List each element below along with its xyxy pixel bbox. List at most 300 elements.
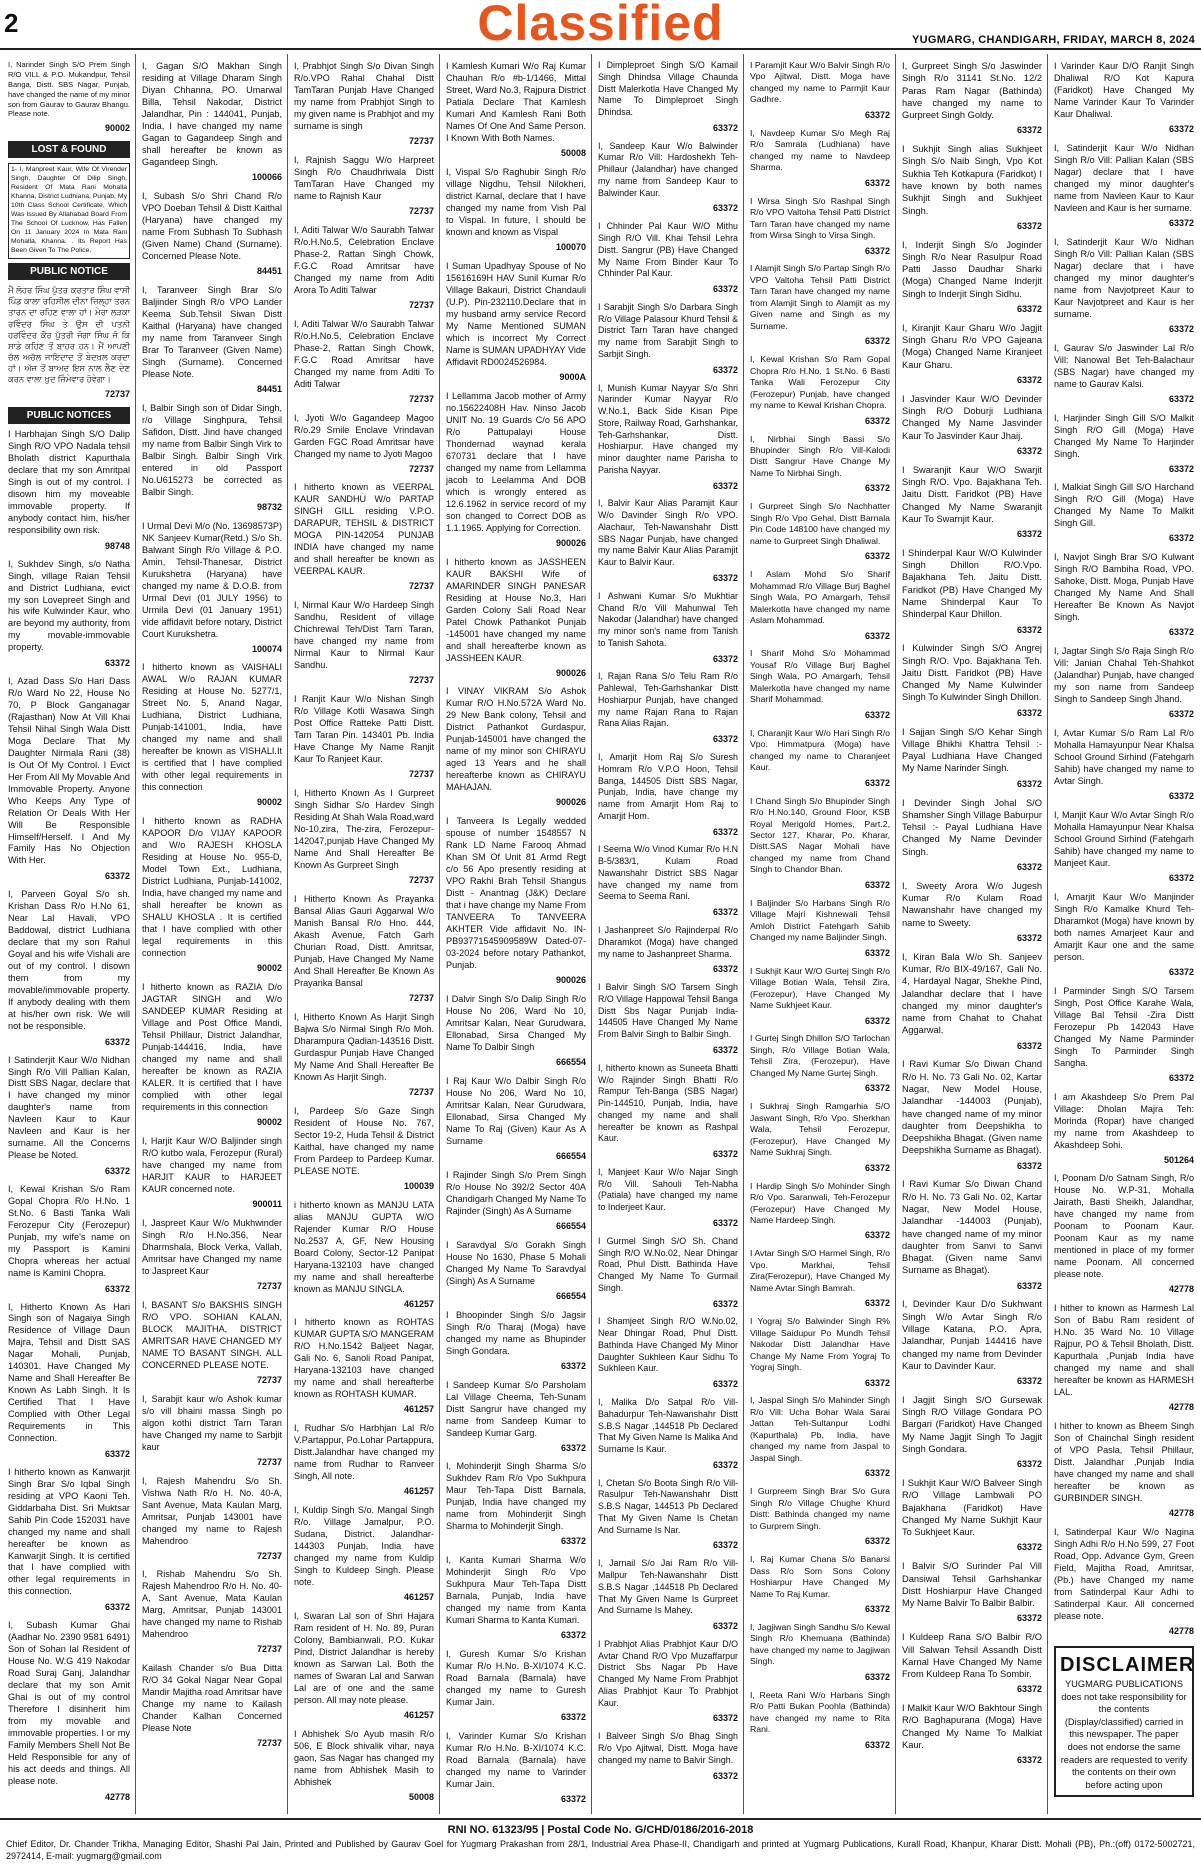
classified-ad-text: I, hitherto known as Suneeta Bhatti W/o Rajinder Singh Bhatti R/o Rampur Teh-Banga (SBS Nagar) Pin-144510, Punjab, India, have changed my name and shall hereafter be known as Rashpal Kaur. (598, 1062, 738, 1144)
classified-ad-text: I, Reeta Rani W/o Harbans Singh R/o Patti Bukan Poohla (Bathinda) have changed my name to Rita Rani. (750, 1689, 890, 1735)
ad-code: 72737 (256, 1280, 282, 1291)
ad-code: 501264 (1163, 1154, 1194, 1165)
classified-ad-text: I, Rishab Mahendru S/o Sh. Rajesh Mahendroo R/o H. No. 40-A, Sant Avenue, Mata Kaulan Marg, Amritsar, Punjab 143001 have changed my name to Rishab Mahendroo (142, 1569, 282, 1640)
ad-code: 90002 (256, 1117, 282, 1128)
ad-code: 63372 (712, 1770, 738, 1781)
classified-ad-text: I, Satinderjit Kaur W/o Nidhan Singh R/o Vill: Pallian Kalan (SBS Nagar) declare that I have changed my minor daughter's name from Navleen Kaur to Kaur Navleen and Kaur is her surname. (1054, 142, 1194, 213)
classified-ad-text: I Chhinder Pal Kaur W/O Mithu Singh R/O Vill. Khai Tehsil Lehra Distt. Sangrur (PB) Have Changed My Name From Binder Kaur To Chhinder Pal Kaur. (598, 221, 738, 279)
ad-code: 63372 (712, 1044, 738, 1055)
classified-ad-text: I Sajjan Singh S/O Kehar Singh Village Bhikhi Khattra Tehsil :- Payal Ludhiana Have Changed My Name Narinder Singh. (902, 726, 1042, 774)
ad-code: 63372 (1168, 709, 1194, 720)
classified-ad-text: I Chand Singh S/o Bhupinder Singh R/o H.No.140, Ground Floor, KSB Royal Merigold Homes, Part.2, Sector 127, Kharar, Po. Kharar, Distt.SAS Nagar Mohali have changed my name from Chand Singh to Chandor Bhan. (750, 795, 890, 875)
ad-code: 63372 (1168, 1072, 1194, 1083)
ad-code: 63372 (1016, 125, 1042, 136)
print-line: Chief Editor, Dr. Chander Trikha, Managing Editor, Shashi Pal Jain, Printed and Published by Gaurav Goel for Yugmarg Prakashan from 28/1, Industrial Area Phase-II, Chandigarh and printed at Yugmarg Publications, Kurall Road, Khanpur, Kharar Distt. Mohali (PB), Ph.:(off) 0172-5002721, 2972414, E-mail: yugmarg@gmail.com (6, 1839, 1195, 1861)
classified-ad-text: I, Sweety Arora W/o Jugesh Kumar R/o Kulam Road Nawanshahr have changed my name to Sweety. (902, 880, 1042, 928)
ad-code: 72737 (408, 136, 434, 146)
ad-code: 666554 (555, 1290, 586, 1301)
classified-ad-text: I Jashanpreet S/o Rajinderpal R/o Dharamkot (Moga) have changed my name to Jashanpreet Sharma. (598, 925, 738, 959)
ad-code: 666554 (555, 1220, 586, 1231)
ad-code: 50008 (408, 1791, 434, 1802)
ad-code: 63372 (560, 1442, 586, 1453)
ad-code: 98748 (104, 540, 130, 551)
ad-code: 63372 (104, 1283, 130, 1294)
classified-ad-text: I, Kiranjit Kaur Gharu W/o Jagjit Singh Gharu R/o VPO Gajeana (Moga) Changed Name Kiranjeet Kaur Gharu. (902, 322, 1042, 370)
ad-code: 42778 (1168, 1626, 1194, 1636)
ad-code: 63372 (1016, 1040, 1042, 1051)
classified-ad-text: I Sukhjit Singh alias Sukhjeet Singh S/o Naib Singh, Vpo Kot Sukhia Teh Kotkapura (Faridkot) I have known by both names Sukhjit Singh and Sukhjeet Singh. (902, 144, 1042, 216)
ad-code: 42778 (1168, 1284, 1194, 1295)
ad-code: 63372 (864, 947, 890, 958)
ad-code: 63372 (1168, 393, 1194, 404)
ad-code: 63372 (712, 1713, 738, 1724)
classified-ad-text: I, Malkiat Singh Gill S/O Harchand Singh R/O Gill (Moga) Have Changed My Name To Malkit Singh Gill. (1054, 482, 1194, 529)
rni-line: RNI NO. 61323/95 | Postal Code No. G/CHD/0186/2016-2018 (447, 1824, 754, 1836)
classified-ad-text: I Sharif Mohd S/o Mohammad Yousaf R/o Village Burj Baghel Singh Wala, PO Amargarh, Tehsil Malerkotla have changed my name Sharif Mohammad. (750, 648, 890, 705)
classified-ad-text: I, Harjit Kaur W/O Baljinder singh R/O kutbo wala, Ferozepur (Rural) have changed my name from HARJIT KAUR to HARJEET KAUR concerned note. (142, 1136, 282, 1194)
classified-ad-text: I, Charanjit Kaur W/o Hari Singh R/o Vpo. Himmatpura (Moga) have changed my name to Charanjeet Kaur. (750, 727, 890, 773)
ad-code: 63372 (712, 364, 738, 375)
classified-ad-text: I Ravi Kumar S/o Diwan Chand R/o H. No. 73 Gali No. 02, Kartar Nagar, New Model House, Jalandhar -144003 (Punjab), have changed name of my minor daughter from Sanvi to Sanvi Bhagat. (Given name Sanvi Surname as Bhagat). (902, 1179, 1042, 1276)
ad-code: 666554 (555, 1057, 586, 1068)
classified-ad-text: I, Jagtar Singh S/o Raja Singh R/o Vill: Janian Chahal Teh-Shahkot (Jalandhar) Punjab, have changed my son name from Sandeep Singh to Sandeep Singh Jhand. (1054, 646, 1194, 705)
ad-code: 63372 (864, 1739, 890, 1750)
classified-ad-text: I, Satinderpal Kaur W/o Nagina Singh Adhi R/o H.No 599, 27 Foot Road, Opp. Advance Gym, Green Field, Majitha Road, Amritsar, (Pb.) have Changed my name from Satinderpal Kaur Adhi to Satinderpal Kaur. All concerned please note. (1054, 1527, 1194, 1621)
disclaimer-heading: DISCLAIMER (1060, 1653, 1195, 1676)
ad-code: 63372 (864, 630, 890, 641)
ad-code: 72737 (256, 1374, 282, 1385)
ad-code: 63372 (1016, 1280, 1042, 1291)
classified-ad-text: I Aslam Mohd S/o Sharif Mohammad R/o Village Burj Baghel Singh Wala, PO Amargarh, Tehsil Malerkotla have changed my name Aslam Mohammad. (750, 569, 890, 626)
classified-ad-text: I, Kuldip Singh S/o. Mangal Singh R/o. Village Jamalpur, P.O. Sudana, District. Jalandhar-144303 Punjab, India have changed my name from Kuldip Singh to Kuldeep Singh. Please note. (294, 1505, 434, 1588)
ad-code: 63372 (1168, 791, 1194, 801)
ad-code: 63372 (560, 1360, 586, 1371)
ad-code: 63372 (712, 480, 738, 491)
ad-code: 63372 (712, 1379, 738, 1390)
ad-code: 63372 (712, 1621, 738, 1631)
classified-ad-text: I, Nirmal Kaur W/o Hardeep Singh Sandhu, Resident of village Chichrewal Teh/Dist Tarn Taran, have changed my name from Nirmal Kaur to Nirmal Kaur Sandhu. (294, 600, 434, 671)
ad-code: 63372 (712, 964, 738, 975)
classified-ad-text: I, Aditi Talwar W/o Saurabh Talwar R/o.H.No.5, Celebration Enclave Phase-2, Rattan Singh Chowk, F.G.C Road Amritsar have Changed my name from Aditi To Aditi Talwar (294, 318, 434, 389)
ad-code: 84451 (256, 383, 282, 394)
classified-ad-text: I, Nirbhai Singh Bassi S/o Bhupinder Singh R/o Vill-Kalodi Distt Sangrur Have Change My Name To Nirbhai Singh. (750, 433, 890, 478)
classified-ad-text: I hither to known as Harmesh Lal Son of Babu Ram resident of H.No. 35 Ward No. 10 Village Rajpur, PO & Tehsil Bholath, Distt. Kapurthala ,Punjab India have changed my name and shall hereafter be known as HARMESH LAL. (1054, 1303, 1194, 1398)
classified-ad-text: I, Jaspal Singh S/o Mahinder Singh R/o Vill: Ucha Bohar Wala Sarai Jattan Teh-Sultanpur Lodhi (Kapurthala) Pb, India, have changed my name from Jaspal to Jaspal Singh. (750, 1395, 890, 1463)
ad-code: 63372 (1016, 445, 1042, 456)
classified-ad-text: I Varinder Kaur D/O Ranjit Singh Dhaliwal R/O Kot Kapura (Faridkot) Have Changed My Name Varinder Kaur To Varinder Kaur Dhaliwal. (1054, 61, 1194, 119)
column-5 (592, 54, 744, 1814)
ad-code: 72737 (408, 769, 434, 780)
classified-ad-text: I, Gaurav S/o Jaswinder Lal R/o Vill: Nanowal Bet Teh-Balachaur (SBS Nagar) have changed my name to Gaurav Kalsi. (1054, 342, 1194, 389)
ad-code: 63372 (864, 1536, 890, 1547)
classified-ad-text: I, Varinder Kumar S/o Krishan Kumar R/o H.No. B-XI/1074 K.C. Road Barnala (Barnala) have changed my name to Varinder Kumar Jain. (446, 1731, 586, 1789)
ad-code: 72737 (256, 1738, 282, 1749)
ad-code: 666554 (555, 1151, 586, 1161)
classified-ad-text: I, Amarjit Hom Raj S/o Suresh Homram R/o V.P.O Hoon, Tehsil Banga, 144505 Distt SBS Nagar, Punjab, India, have change my name from Amarjit Hom Raj to Amarjit Hom. (598, 752, 738, 821)
classified-ad-text: I, Narinder Singh S/O Prem Singh R/O VILL & P.O. Mukandpur, Tehsil Banga, Distt. SBS Nagar, Punjab, have changed the name of my minor son from Gaurav to Gaurav Bhangu. Please note. (8, 60, 130, 119)
ad-code: 63372 (560, 1630, 586, 1641)
ad-code: 461257 (403, 1298, 434, 1309)
ad-code: 63372 (864, 1230, 890, 1241)
classified-ad-text: I hitherto known as Kanwarjit Singh Brar S/o Iqbal Singh residing at VPO Kaoni Teh. Giddarbaha Dist. Sri Muktsar Sahib Pin Code 152031 have changed my name and shall hereafter be known as Kanwarjit Singh. It is certified that I have complied with other legal requirements in this connection. (8, 1466, 130, 1597)
ad-code: 63372 (1016, 1613, 1042, 1624)
footer (0, 1818, 1201, 1876)
dateline: YUGMARG, CHANDIGARH, FRIDAY, MARCH 8, 2024 (912, 34, 1195, 46)
ad-code: 63372 (1016, 374, 1042, 385)
ad-code: 63372 (104, 1602, 130, 1613)
public-notices-heading: PUBLIC NOTICES (8, 407, 130, 424)
classified-ad-text: I VINAY VIKRAM S/o Ashok Kumar R/O H.No.572A Ward No. 29 New Bank colony, Tehsil and District Pathankot Gurdaspur, Punjab-145001 have changed the name of my minor son CHIRAYU aged 13 Years and he shall hereafterbe known as CHIRAYU MAHAJAN. (446, 686, 586, 793)
ad-code: 72737 (408, 992, 434, 1003)
classified-ad-text: I Kamlesh Kumari W/o Raj Kumar Chauhan R/o #b-1/1466, Mittal Street, Ward No.3, Rajpura District Patiala Declare That Kamlesh Kumari And Kamlesh Rani Both Names Of One And Same Person. I Known With Both Names. (446, 61, 586, 143)
ad-code: 63372 (1016, 529, 1042, 540)
ad-code: 63372 (712, 1459, 738, 1470)
ad-code: 63372 (1016, 707, 1042, 718)
masthead (0, 0, 1201, 50)
ad-code: 50008 (560, 148, 586, 158)
classified-ad-text: I hitherto known as ROHTAS KUMAR GUPTA S/O MANGERAM R/O H.No.1542 Baljeet Nagar, Gali No. 6, Sanoli Road Panipat, Haryana-132103 have changed my name and shall hereafterbe known as ROHTASH KUMAR. (294, 1317, 434, 1400)
classified-ad-text: I, Raj Kumar Chana S/o Banarsi Dass R/o Som Sons Colony Hoshiarpur Have Changed My Name To Raj Kumar. (750, 1554, 890, 1599)
classified-ad-text: I, Jyoti W/o Gagandeep Magoo R/o.29 Smile Enclave Vrindavan Garden FGC Road Amritsar have Changed my name to Jyoti Magoo (294, 412, 434, 459)
classified-ad-text: I, Poonam D/o Satnam Singh, R/o House No. W.P-31, Mohalla Jairath, Basti Sheikh, Jalandhar, have changed my name from Poonam to Poonam Kaur. Poonam Kaur as my name mentioned in place of my former name Poonam. All concerned please note. (1054, 1173, 1194, 1280)
ad-code: 63372 (1168, 217, 1194, 228)
ad-code: 63372 (864, 777, 890, 788)
ad-code: 63372 (712, 203, 738, 214)
classified-ad-text: I, Sarabjit kaur w/o Ashok kumar s/o vill bhaini massa Singh po algon kothi district Tarn Taran have Changed my name to Sarbjit kaur (142, 1393, 282, 1452)
classified-ad-text: I Jasvinder Kaur W/O Devinder Singh R/O Doburji Ludhiana Changed My Name Jasvinder Kaur To Jasvinder Kaur Jhaij. (902, 393, 1042, 441)
classified-ad-text: I Tanveera Is Legally wedded spouse of number 1548557 N Rank LD Name Farooq Ahmad Khan SM Of Unit 81 Armd Regt c/o 56 Apo presently residing at VPO Rakhi Brah Tehsil Shangus Distt - Anantnag (J&K) Declare that i have change my Name From TANVEERA To TANVEERA AKHTER Vide affidavit No. IN-PB93771545909589W Dated-07-03-2024 before notary Pathankot, Punjab. (446, 816, 586, 971)
page-number: 2 (4, 8, 19, 38)
classified-ad-text: I, Malika D/o Satpal R/o Vill-Bahadurpur Teh-Nawanshahr Distt S.B.S Nagar ,144518 Pb Declared That My Given Name Is Malika And Surname Is Kaur. (598, 1397, 738, 1454)
classified-ad-text: I, Rajesh Mahendru S/o Sh. Vishwa Nath R/o H. No. 40-A, Sant Avenue, Mata Kaulan Marg, Amritsar, Punjab 143001 have changed my name to Rajesh Mahendroo (142, 1475, 282, 1546)
ad-code: 63372 (864, 709, 890, 720)
classified-ad-text: I Gurpreem Singh Brar S/o Gura Singh R/o Village Chughe Khurd Distt: Bathinda changed my name to Gurprem Singh. (750, 1486, 890, 1531)
ad-code: 72737 (104, 389, 130, 400)
ad-code: 63372 (1016, 1684, 1042, 1695)
classified-ad-text: I Ranjit Kaur W/o Nishan Singh R/o Village Kotli Wasawa Singh Post Office Ratteke Patti Distt. Tarn Taran Pin. 143401 Pb. India Have Change My Name Ranjit Kaur To Ranjeet Kaur. (294, 694, 434, 765)
ad-code: 72737 (256, 1644, 282, 1655)
classified-ad-text: I Saravdyal S/o Gorakh Singh House No 1630, Phase 5 Mohali Changed My Name To Saravdyal (Singh) As A Surname (446, 1239, 586, 1286)
classified-ad-text: I, Harjinder Singh Gill S/O Malkit Singh R/O Gill (Moga) Have Changed My Name To Harjinder Singh. (1054, 412, 1194, 459)
ad-code: 63372 (864, 109, 890, 120)
classified-ad-text: I, Azad Dass S/o Hari Dass R/o Ward No 22, House No 70, P Block Ganganagar (Rajasthan) Now At Vill Khai Tehsil Nihal Singh Wala Distt Moga Declare That My Daughter Nirmala Rani (38) Is Out Of My Control. I Evict Her From All My Movable And Immovable Property. Anyone Who Keeps Any Type of Relation Or Deals With Her Will Be Responsible Himself/Herself. I And My Family Has No Objection With Her. (8, 676, 130, 866)
ad-code: 63372 (864, 1671, 890, 1682)
ad-code: 63372 (560, 1794, 586, 1804)
ad-code: 63372 (712, 122, 738, 133)
ad-code: 63372 (1016, 220, 1042, 231)
ad-code: 63372 (1168, 966, 1194, 977)
ad-code: 63372 (864, 1377, 890, 1388)
ad-code: 63372 (1016, 1160, 1042, 1171)
ad-code: 63372 (104, 871, 130, 882)
classified-ad-text: I Avtar Singh S/O Harmel Singh, R/o Vpo. Markhai, Tehsil Zira(Ferozepur), Have Changed My Name Avtar Singh Bamrah. (750, 1248, 890, 1293)
ad-code: 72737 (256, 1456, 282, 1467)
classified-ad-text: I, Mohinderjit Singh Sharma S/o Sukhdev Ram R/o Vpo Sukhpura Maur Teh-Tapa Distt Barnala, Punjab, India have changed my name from Mohinderjit Singh Sharma to Mohinderjit Singh. (446, 1461, 586, 1532)
classified-ad-text: I, Jarnail S/o Jai Ram R/o Vill-Mallpur Teh-Nawanshahr Distt S.B.S Nagar ,144518 Pb Declared That My Given Name Is Gurpreet And Surname Is Mahey. (598, 1558, 738, 1616)
classified-ad-text: I Kulwinder Singh S/O Angrej Singh R/O. Vpo. Bajakhana Teh. Jaitu Distt. Faridkot (PB) Have Changed My Name Kulwinder Singh To Kulwinder Singh Dhillon. (902, 643, 1042, 703)
ad-code: 63372 (1168, 463, 1194, 474)
ad-code: 72737 (408, 205, 434, 216)
ad-code: 63372 (864, 1162, 890, 1173)
ad-code: 63372 (712, 284, 738, 294)
classified-ad-text: I Satinderjit Kaur W/o Nidhan Singh R/o Vill Pallian Kalan, Distt SBS Nagar, declare that I have changed my minor daughter's name from Navleen Kaur to Kaur Navleen and Kaur is her surname. All the Concerns Please be Noted. (8, 1054, 130, 1161)
classified-ad-text: I, Hitherto Known As Harjit Singh Bajwa S/o Nirmal Singh R/o Moh. Dharampura Qadian-143516 Distt. Gurdaspur Punjab Have Changed My Name And Shall Hereafter Be Known As Harjit Singh. (294, 1011, 434, 1082)
ad-code: 63372 (1016, 1755, 1042, 1766)
classified-ad-text: I, Rajan Rana S/o Telu Ram R/o Pahlewal, Teh-Garhshankar Distt Hoshiarpur Punjab, have changed my name Rajan Rana to Rajan Rana Alias Rajan. (598, 671, 738, 729)
ad-code: 461257 (403, 1710, 434, 1720)
ad-code: 63372 (1016, 861, 1042, 872)
classified-ad-text: I, Rajnish Saggu W/o Harpreet Singh R/o Chaudhriwala Distt TamTaran Have Changed my name to Rajnish Kaur (294, 154, 434, 201)
ad-code: 42778 (1168, 1508, 1194, 1519)
ad-code: 63372 (864, 245, 890, 256)
ad-code: 63372 (864, 1083, 890, 1094)
classified-ad-text: I Urmal Devi M/o (No. 13698573P) NK Sanjeev Kumar(Retd.) S/o Sh. Balwant Singh R/o Village & P.O. Amin, Tehsil-Thanesar, District Kurukshetra (Haryana) have changed my name & D.O.B. from Urmal Devi (01 JULY 1956) to Urmila Devi (01 January 1951) vide affidavit before notary, District Court Kurukshetra. (142, 520, 282, 639)
ad-code: 63372 (712, 572, 738, 583)
classified-ad-text: I, Swaran Lal son of Shri Hajara Ram resident of H. No. 89, Puran Colony, Bambianwali, P.O. Kukar Pind, District Jalandhar is hereby known as Sarwan Lal. Both the names of Swaran Lal and Sarwan Lal are of one and the same person. All may note please. (294, 1611, 434, 1705)
classified-ad-text: I Jagjit Singh S/O Gursewak Singh R/O Village Gondara PO Bargari (Faridkot) Have Changed My Name Jagjit Singh To Jagjit Singh Gondara. (902, 1394, 1042, 1454)
classified-ad-text: I Sandeep Kumar S/o Parsholam Lal Village Cheema, Teh-Sunam Distt Sangrur have changed my name from Sandeep Kumar to Sandeep Kumar Garg. (446, 1379, 586, 1438)
ad-code: 63372 (1168, 533, 1194, 544)
classified-ad-text: I Ashwani Kumar S/o Mukhtiar Chand R/o Vill Mahunwal Teh Nakodar (Jalandhar) have changed my minor son's name from Tanish to Tanish Sahota. (598, 590, 738, 648)
ad-code: 63372 (712, 826, 738, 837)
classified-ad-text: I, Pardeep S/o Gaze Singh Resident of House No. 767, Sector 19-2, Huda Tehsil & District Kaithal, have changed my name From Pardeep to Pardeep Kumar. PLEASE NOTE. (294, 1105, 434, 1176)
classified-ad-text: I Seema W/o Vinod Kumar R/o H.N B-5/383/1, Kulam Road Nawanshahr District SBS Nagar have changed my name from Seema to Seema Rani. (598, 844, 738, 902)
classified-ad-text: I hitherto known as VAISHALI AWAL W/o RAJAN KUMAR Residing at House No. 5277/1, Street No. 5, Anand Nagar, Ludhiana, District Ludhiana, Punjab-141001, India, have changed my name and shall hereafter be known as VISHALI.It is certified that I have complied with other legal requirements in this connection (142, 662, 282, 793)
ad-code: 63372 (1016, 1542, 1042, 1553)
ad-code: 90002 (256, 797, 282, 808)
classified-ad-text: I, Kanta Kumari Sharma W/o Mohinderjit Singh R/o Vpo Sukhpura Maur Teh-Tapa Distt Barnala, Punjab, India have changed my name from Kanta Kumari Sharma to Kanta Kumari. (446, 1555, 586, 1626)
classified-ad-text: I, Jaspreet Kaur W/o Mukhwinder Singh R/o H.No.356, Near Dharmshala, Block Verka, Vallah, Amritsar have Changed my name to Jaspreet Kaur (142, 1217, 282, 1276)
classified-ad-text: I Gurpreet Singh S/o Nachhatter Singh R/o Vpo Gehal, Distt Barnala Pin Code 148100 have changed my name to Gurpreet Singh Dhaliwal. (750, 501, 890, 546)
ad-code: 84451 (256, 265, 282, 276)
ad-code: 63372 (712, 1540, 738, 1551)
lost-found-ad: 1- I, Manpreet Kaur, Wife Of Virender Singh, Daughter Of Dilip Singh, Resident Of Mata Rani Mohalla Khanna, District Ludhiana, Punjab, My 10th Class School Certificate, Which Was Issued By Allahabad Board From The School Of Lucknow, Has Fallen On 11 January 2024 In Mata Rani Mohalla, Khanna. . Its Report Has Been Given To The Police. (8, 163, 130, 259)
ad-code: 63372 (712, 734, 738, 745)
ad-code: 63372 (864, 1015, 890, 1026)
ad-code: 63372 (712, 653, 738, 664)
ad-code: 100074 (251, 643, 282, 654)
ad-code: 63372 (864, 1298, 890, 1309)
classified-ad-text: I Bhoopinder Singh S/o Jagsir Singh R/o Tharaj (Moga) have changed my name as Bhupinder Singh Gondara. (446, 1309, 586, 1356)
classified-ad-text: I, Subash Kumar Ghai (Aadhar No. 2390 9581 6491) Son of Sohan lal Resident of House No. W.G 419 Nakodar Road Suraj Ganj, Jalandhar declare that my son Amit Ghai is out of my control Therefore I disinherit him from my movable and immovable properties. I or my Family Members Shell Not Be Held Responsible for any of his act deeds and things. All please note. (8, 1620, 130, 1786)
ad-code: 72737 (408, 299, 434, 310)
classified-ad-text: I Ravi Kumar S/o Diwan Chand R/o H. No. 73 Gali No. 02, Kartar Nagar, New Model House, Jalandhar -144003 (Punjab), have changed name of my minor daughter from Deepshikha to Deepshikha Bhagat. (Given name Deepshikha Surname as Bhagat). (902, 1059, 1042, 1156)
column-3 (288, 54, 440, 1814)
classified-ad-text: I Balveer Singh S/o Bhag Singh R/o Vpo Ajitwal, Distt. Moga have changed my name to Balvir Singh. (598, 1731, 738, 1765)
ad-code: 63372 (1016, 624, 1042, 635)
classified-ad-text: I, Satinderjit Kaur W/o Nidhan Singh R/o Vill: Pallian Kalan (SBS Nagar) declare that i have changed my minor daughter's name from Navjotpreet Kaur to Kaur Navjotpreet and Kaur is her surname. (1054, 236, 1194, 319)
classified-ad-text: I Wirsa Singh S/o Rashpal Singh R/o VPO Valtoha Tehsil Patti District Tarn Taran have changed my name from Wirsa Singh to Virsa Singh. (750, 195, 890, 241)
ad-code: 900011 (252, 1199, 282, 1209)
ad-code: 63372 (1168, 124, 1194, 134)
ad-code: 72737 (408, 463, 434, 474)
classified-ad-text: i hitherto known as MANJU LATA alias MANJU GUPTA W/O Rajender Kumar R/O House No.2537 A, GF, New Housing Board Colony, Sector-12 Panipat Haryana-132103 have changed my name and shall hereafterbe known as MANJU SINGLA. (294, 1199, 434, 1294)
column-8 (1048, 54, 1199, 1814)
classified-ad-text: I, Navdeep Kumar S/o Megh Raj R/o Samrala (Ludhiana) have changed my name to Navdeep Sharma. (750, 127, 890, 173)
classified-ad-text: I Alamjit Singh S/o Partap Singh R/o VPO Valtoha Tehsil Patti District Tarn Taran have changed my name from Alamjit Singh to Alamjit as my Given name and Singh as my Surname. (750, 263, 890, 331)
classified-ad-text: I, Guresh Kumar S/o Krishan Kumar R/o H.No. B-XI/1074 K.C. Road Barnala (Barnala) have changed my name to Guresh Kumar Jain. (446, 1649, 586, 1708)
ad-code: 98732 (256, 501, 282, 512)
ad-code: 63372 (560, 1712, 586, 1723)
ad-code: 63372 (864, 177, 890, 188)
ad-code: 72737 (408, 675, 434, 686)
classified-ad-text: I, BASANT S/o BAKSHIS SINGH R/O VPO. SOHIAN KALAN, BLOCK MAJITHA, DISTRICT AMRITSAR HAVE CHANGED MY NAME TO BASANT SINGH. ALL CONCERNED PLEASE NOTE. (142, 1299, 282, 1370)
classified-ad-text: I Rajinder Singh S/o Prem Singh R/o House No 392/2 Sector 40A Chandigarh Changed My Name To Rajinder (Singh) As A Surname (446, 1169, 586, 1216)
classified-ad-text: I hitherto known as VEERPAL KAUR SANDHU W/o PARTAP SINGH GILL residing V.P.O. DARAPUR, TEHSIL & DISTRICT MOGA PIN-142054 PUNJAB INDIA have changed my name and shall hereafter be known as VEERPAL KAUR. (294, 482, 434, 577)
ad-code: 42778 (1168, 1402, 1194, 1413)
classified-ad-text: I Sukhjit Kaur W/O Balveer Singh R/O Village Lambwali PO Bajakhana (Faridkot) Have Changed My Name Sukhjit Kaur To Sukhjeet Kaur. (902, 1478, 1042, 1538)
classified-ad-text: I Hitherto Known As Prayanka Bansal Alias Gauri Aggarwal W/o Manish Bansal R/o Hno. 444, Akash Avenue, Fatch Garh Churian Road, Distt. Amritsar, Punjab, Have Changed My Name And Shall Hereafter Be Known As Prayanka Bansal (294, 893, 434, 988)
classified-ad-text: I, Rudhar S/o Harbhjan Lal R/o V.Partappur, Po.Lohar Partappura, Distt.Jalandhar have changed my name from Rudhar to Ranveer Singh, All note. (294, 1423, 434, 1482)
classified-ad-text: I, Inderjit Singh S/o Joginder Singh R/o Near Rasulpur Road Patti Jasso Daudhar Sharki (Moga) Changed Name Inderjit Singh to Inderjit Singh Sidhu. (902, 239, 1042, 299)
classified-ad-text: I, Munish Kumar Nayyar S/o Shri Narinder Kumar Nayyar R/o W.No.1, Back Side Kisan Pipe Store, Railway Road, Garhshankar, Teh-Garhshankar, Distt. Hoshiarpur. Have changed my minor daughter name Parisha to Parisha Nayyar. (598, 382, 738, 475)
classified-ad-text: I, Jagjiwan Singh Sandhu S/o Kewal Singh R/o Khemuana (Bathinda) have changed my name to Jagjiwan Singh. (750, 1621, 890, 1667)
punjabi-public-notice: ਮੈਂ ਲੋਹਰ ਸਿੰਘ ਪੁੱਤਰ ਕਰਤਾਰ ਸਿੰਘ ਵਾਸੀ ਪਿੰਡ ਕਾਲਾ ਰਹਿਸੀਲ ਦੀਨਾ ਜ਼ਿਲ੍ਹਾ ਤਰਨ ਤਾਰਨ ਦਾ ਰਹਿਣ ਵਾਲਾ ਹਾਂ। ਮੇਰਾ ਲੜਕਾ ਰਵਿੰਦਰ ਸਿੰਘ ਤੇ ਉਸ ਦੀ ਪਤਨੀ ਹਰਵਿੰਦਰ ਕੌਰ ਪੁੱਤਰੀ ਜੋਗਾ ਸਿੰਘ ਜੋ ਕਿ ਸਾਡੇ ਕਹਿਣ ਤੋਂ ਬਾਹਰ ਹਨ। ਮੈਂ ਆਪਣੀ ਚੱਲ ਅਚੱਲ ਜਾਇਦਾਦ ਤੋਂ ਬੇਦਖ਼ਲ ਕਰਦਾ ਹਾਂ। ਅੱਜ ਤੋਂ ਬਾਅਦ ਇਸ ਨਾਲ ਲੈਣ ਦੇਣ ਕਰਨ ਵਾਲਾ ਖ਼ੁਦ ਜ਼ਿੰਮੇਵਾਰ ਹੋਵੇਗਾ। (8, 285, 130, 385)
ad-code: 63372 (864, 1468, 890, 1479)
ad-code: 42778 (104, 1791, 130, 1802)
classified-ad-text: I, Devinder Kaur D/o Sukhwant Singh W/o Avtar Singh R/o Village Katana, P.O. Apra, Jalandhar, Punjab 144416 have changed my name from Devinder Kaur to Davinder Kaur. (902, 1299, 1042, 1371)
classified-ad-text: I Hardip Singh S/o Mohinder Singh R/o Vpo. Saranwali, Teh-Ferozepur (Ferozepur) Have Changed My Name Hardeep Singh. (750, 1180, 890, 1225)
classified-ad-text: I Malkit Kaur W/O Bakhtour Singh R/O Baghapurana (Moga) Have Changed My Name To Malkiat Kaur. (902, 1703, 1042, 1750)
ad-code: 900026 (555, 667, 586, 678)
classified-ad-text: I Shamjeet Singh R/O W.No.02, Near Dhingar Road, Phul Distt. Bathinda Have Changed My Minor Daughter Sukhleen Kaur Sidhu To Sukhleen Kaur. (598, 1316, 738, 1374)
column-7 (896, 54, 1048, 1814)
classified-ad-text: I Gurtej Singh Dhillon S/O Tarlochan Singh, R/o Village Botian Wala, Tehsil Zira, (Ferozepur), Have Changed My Name Gurtej Singh. (750, 1033, 890, 1078)
classified-ad-text: I am Akashdeep S/o Prem Pal Village: Dholan Majra Teh: Morinda (Ropar) have changed my name from Akashdeep to Akashdeep Sohi. (1054, 1091, 1194, 1150)
ad-code: 63372 (1168, 323, 1194, 334)
ad-code: 461257 (403, 1404, 434, 1415)
classified-ad-text: I Yograj S/o Balwinder Singh R% Village Saidupur Po Mundh Tehsil Nakodar Distt Jalandhar Have Change My Name From Yograj To Yograj Singh. (750, 1316, 890, 1373)
classified-ad-text: I Suman Upadhyay Spouse of No 15616169H HAV Sunil Kumar R/o Village Bakauri, District Chandauli (U.P). Pin-232110.Declare that in my husband army service Record My Name Mentioned SUMAN which is incorrect My Correct Name is SUMAN UPADHYAY Vide Affidavit RD0024526984. (446, 260, 586, 367)
ad-code: 100039 (403, 1180, 434, 1191)
classified-ad-text: I, Avtar Kumar S/o Ram Lal R/o Mohalla Hamayunpur Near Khalsa School Ground Sirhind (Fatehgarh Sahib) have changed my name to Avtar Singh. (1054, 728, 1194, 786)
classified-ad-text: I, Kiran Bala W/o Sh. Sanjeev Kumar, R/o BIX-49/167, Gali No. 4, Hardayal Nagar, Shekhe Pind, Jalandhar declare that I have changed my minor daughter's name from Chahat to Chahat Aggarwal. (902, 951, 1042, 1036)
classified-ad-text: I, Sandeep Kaur W/o Balwinder Kumar R/o Vill: Hardoshekh Teh-Phillaur (Jalandhar) have changed my name from Sandeep Kaur to Balwinder Kaur. (598, 140, 738, 198)
ad-code: 63372 (864, 551, 890, 562)
classified-ad-text: I, Parveen Goyal S/o sh. Krishan Dass R/o H.No 61, Near Lal Havali, VPO Baddowal, district Ludhiana declare that my son Rahul Goyal and his wife Vishali are out of my control. I disown them from my movable/immovable property. If anybody dealing with them at his/her own risk. We will not be responsible. (8, 889, 130, 1031)
ad-code: 63372 (104, 1448, 130, 1459)
ad-code: 63372 (864, 879, 890, 890)
ad-code: 63372 (1168, 872, 1194, 883)
column-4 (440, 54, 592, 1814)
classified-ad-text: I Devinder Singh Johal S/O Shamsher Singh Village Baburpur Tehsil :- Payal Ludhiana Have Changed My Name Devinder Singh. (902, 797, 1042, 857)
classified-ad-text: I, Chetan S/o Boota Singh R/o Vill-Rasulpur Teh-Nawanshahr Distt S.B.S Nagar, 144513 Pb Declared That My Given Name Is Chetan And Surname Is Nar. (598, 1477, 738, 1535)
classified-ad-text: I Balvir Singh S/O Tarsem Singh R/O Village Happowal Tehsil Banga Distt Sbs Nagar Punjab India-144505 Have Changed My Name From Balvir Singh to Balbir Singh. (598, 982, 738, 1040)
column-6 (744, 54, 896, 1814)
classified-ad-text: I Swaranjit Kaur W/O Swarjit Singh R/O. Vpo. Bajakhana Teh. Jaitu Distt. Faridkot (PB) Have Changed My Name Swaranjit Kaur To Swarnjit Kaur. (902, 464, 1042, 524)
classified-ad-text: I, Subash S/o Shri Chand R/o VPO Doeban Tehsil & Distt Kaithal (Haryana) have changed my name From Subhash To Subhash (Given Name) Chand (Surname). Concerned Please Note. (142, 190, 282, 261)
section-title: Classified (477, 0, 724, 51)
disclaimer-box (1054, 1646, 1194, 1797)
classified-ad-text: I Sukhjit Kaur W/O Gurtej Singh R/o Village Botian Wala, Tehsil Zira, (Ferozepur), Have Changed My Name Sukhjeet Kaur. (750, 965, 890, 1011)
classified-ad-text: I hitherto known as JASSHEEN KAUR BAKSHI Wife of AMARINDER SINGH PANESAR Residing at House No.3, Hari Garden Colony Sali Road Near Patel Chowk Pathankot Punjab -145001 have changed my name and shall hereafterbe known as JASSHEEN KAUR. (446, 556, 586, 663)
ad-code: 90002 (256, 963, 282, 974)
ad-code: 63372 (712, 1149, 738, 1159)
classified-ad-text: I Raj Kaur W/o Dalbir Singh R/o House No 206, Ward No 10, Amritsar Kalan, Near Gurudwara, Ellonabad, Sirsa Changed My Name To Raj (Given) Kaur As A Surname (446, 1076, 586, 1146)
classified-ad-text: I Baljinder S/o Harbans Singh R/o Village Majri Kishnewali Tehsil Amloh District Fatehgarh Sahib Changed my name Baljinder Singh. (750, 897, 890, 943)
classified-ad-text: I Sarabjit Singh S/o Darbara Singh R/o Village Palasour Khurd Tehsil & District Tarn Taran have changed my name from Sarabjit Singh to Sarbjit Singh. (598, 301, 738, 359)
classified-ad-text: I, Navjot Singh Brar S/O Kulwant Singh R/O Bambiha Road, VPO. Sahoke, Distt. Moga, Punjab Have Changed My Name And Shall Hereafter Be Known As Navjot Singh. (1054, 552, 1194, 623)
classified-columns (2, 54, 1199, 1814)
lost-found-heading: LOST & FOUND (8, 141, 130, 158)
classified-ad-text: I Prabhjot Alias Prabhjot Kaur D/O Avtar Chand R/O Vpo Muzaffarpur District Sbs Nagar Pb Have Changed My Name From Prabhjot Alias Prabhjot Kaur To Prabhjot Kaur. (598, 1638, 738, 1708)
ad-code: 72737 (408, 1086, 434, 1097)
classified-ad-text: I Dalvir Singh S/o Dalip Singh R/o House No 206, Ward No 10, Amritsar Kalan, Near Gurudwara, Ellonabad, Sirsa Changed My Name To Dalbir Singh (446, 994, 586, 1053)
ad-code: 63372 (864, 483, 890, 494)
classified-ad-text: I Lellamma Jacob mother of Army no.15622408H Hav. Ninso Jacob UNIT No. 19 Guards C/o 56 APO R/o Pattupalayi House Thondernad waynad kerala 670731 declare that I have changed my name from Lellamma jacob to Leelamma And DOB which is wrongly entered as 12.6.1962 in service record of my son changed to Correct DOB as 1.1.1965. Applying for Correction. (446, 390, 586, 533)
ad-code: 100070 (555, 241, 586, 252)
ad-code: 63372 (560, 1536, 586, 1547)
ad-code: 63372 (1016, 932, 1042, 943)
ad-code: 63372 (712, 907, 738, 918)
classified-ad-text: I, Manjeet Kaur W/o Najar Singh R/o Vill. Sahouli Teh-Nabha (Patiala) have changed my name to Inderjeet Kaur. (598, 1166, 738, 1213)
ad-code: 63372 (1168, 627, 1194, 638)
ad-code: 63372 (712, 1217, 738, 1228)
ad-code: 72737 (408, 581, 434, 592)
classified-ad-text: I, Gagan S/O Makhan Singh residing at Village Dharam Singh Diyan Chhanna, PO. Umarwal Billa, Tehsil Nakodar, District Jalandhar, Pin : 144041, Punjab, India, I have changed my name Gagan to Gagandeep Singh and shall hereafter be known as Gagandeep Singh. (142, 61, 282, 167)
classified-ad-text: I Shinderpal Kaur W/O Kulwinder Singh Dhillon R/O.Vpo. Bajakhana Teh. Jaitu Distt. Faridkot (PB) Have Changed My Name Shinderpal Kaur To Shinderpal Kaur Dhillon. (902, 547, 1042, 620)
ad-code: 900026 (555, 537, 586, 548)
classified-ad-text: I Paramjit Kaur W/o Balvir Singh R/o Vpo Ajitwal, Distt. Moga have changed my name to Parmjit Kaur Gadhre. (750, 60, 891, 105)
classified-ad-text: I, Vispal S/o Raghubir Singh R/o village Nigdhu, Tehsil Nilokheri, district Karnal, declare that I have changed my name from Vish Pal to Vispal. In future, I should be known and known as Vispal (446, 166, 586, 237)
ad-code: 63372 (1016, 1376, 1042, 1387)
ad-code: 63372 (104, 1036, 130, 1047)
ad-code: 63372 (104, 658, 130, 669)
ad-code: 461257 (403, 1592, 434, 1603)
ad-code: 90002 (104, 123, 130, 134)
classified-ad-text: I, Taranveer Singh Brar S/o Baljinder Singh R/o VPO Lander Keema Sub.Tehsil Siwan Distt Kaithal (Haryana) have changed my name from Taranveer Singh Brar To Taranveer (Given Name) Singh (Surname). Concerned Please Note. (142, 284, 282, 379)
ad-code: 461257 (403, 1486, 434, 1497)
ad-code: 63372 (864, 1604, 890, 1614)
classified-ad-text: Kailash Chander s/o Bua Ditta R/O 34 Gokal Nagar Near Gopal Mandir Majitha road Amritsar have Change my name to Kailash Chander Kalhan Concerned Please Note (142, 1663, 282, 1734)
ad-code: 63372 (1016, 778, 1042, 789)
classified-ad-text: I, Prabhjot Singh S/o Divan Singh R/o.VPO Rahal Chahal Distt TamTaran Punjab Have Changed my name from Prabhjot Singh to my given name is Prabhjot and my surname is singh (294, 61, 434, 131)
ad-code: 63372 (712, 1298, 738, 1309)
classified-ad-text: I, Hitherto Known As Hari Singh son of Nagaiya Singh Residence of Village Daun Majra, Tehsil and Distt SAS Nagar Mohali, Punjab, 140301. Have Changed My Name and Shall Hereafter Be Known As Labh Singh. It Is Certified That I Have Complied with Other Legal Requirements in This Connection. (8, 1301, 130, 1444)
classified-ad-text: I, Kewal Krishan S/o Ram Gopal Chopra R/o H.No. 1 St.No. 6 Basti Tanka Wali Ferozepur City (Ferozepur) Punjab, have changed my name to Kewal Krishan Chopra. (750, 354, 890, 411)
classified-ad-text: I, Gurpreet Singh S/o Jaswinder Singh R/o 31141 St.No. 12/2 Paras Ram Nagar (Bathinda) have changed my name to Gurpreet Singh Goldy. (902, 61, 1042, 121)
classified-ad-text: I hitherto known as RAZIA D/o JAGTAR SINGH and W/o SANDEEP KUMAR Residing at Village and Post Office Mandi, Tehsil Phillaur, District Jalandhar, Punjab-144416, India, have changed my name and shall hereafter be known as RAZIA KALER. It is certified that I have complied with other legal requirements in this connection (142, 982, 282, 1113)
ad-code: 63372 (864, 415, 890, 426)
ad-code: 9000A (559, 371, 586, 382)
classified-ad-text: I, Aditi Talwar W/o Saurabh Talwar R/o.H.No.5, Celebration Enclave Phase-2, Rattan Singh Chowk, F.G.C Road Amritsar have Changed my name from Aditi Arora To Aditi Talwar (294, 224, 434, 295)
public-notice-heading: PUBLIC NOTICE (8, 263, 130, 280)
classified-ad-text: I, Amarjit Kaur W/o Manjinder Singh R/o Kamalke Khurd Teh-Dharamkot (Moga) have known by both names Amarjeet Kaur and Amarjit Kaur one and the same person. (1054, 891, 1194, 962)
column-2 (136, 54, 288, 1814)
classified-ad-text: I, Balvir Kaur Alias Paramjit Kaur W/o Davinder Singh R/o VPO. Alachaur, Teh-Nawanshahr Distt SBS Nagar Punjab, have changed my name Balvir Kaur Alias Paramjit Kaur to Balvir Kaur. (598, 498, 738, 568)
classified-ad-text: I, Hitherto Known As I Gurpreet Singh Sidhar S/o Hardev Singh Residing At Shah Wala Road,ward No-10,zira, The-zira, Ferozepur-142047,punjab Have Changed My Name And Shall Hereafter Be Known As Gurpreet Singh (294, 788, 434, 870)
classified-ad-text: I Gurmel Singh S/O Sh. Chand Singh R/O W.No.02, Near Dhingar Road, Phul Distt. Bathinda Have Changed My Name To Gurmail Singh. (598, 1235, 738, 1293)
column-1 (2, 54, 136, 1814)
ad-code: 63372 (1016, 1459, 1042, 1470)
classified-ad-text: I, Kewal Krishan S/o Ram Gopal Chopra R/o H.No. 1 St.No. 6 Basti Tanka Wali Ferozepur City (Ferozepur) Punjab, my wife's name on my Passport is Kamini Chopra whereas her actual name is Kamini Chopra. (8, 1184, 130, 1278)
ad-code: 72737 (256, 1550, 282, 1561)
classified-ad-text: I hither to known as Bheem Singh Son of Chainchal Singh resident of VPO Pasla, Tehsil Phillaur, Distt. Jalandhar ,Punjab India have changed my name and shall hereafter be known as GURBINDER SINGH. (1054, 1421, 1194, 1504)
classified-ad-text: I Kuldeep Rana S/O Balbir R/O Vill Salwan Tehsil Assandh Distt Karnal Have Changed My Name From Kuldeep Rana To Sombir. (902, 1632, 1042, 1680)
classified-ad-text: I Balvir S/O Surinder Pal Vill Dansiwal Tehsil Garhshankar Distt Hoshiarpur Have Changed My Name Balvir To Balbir Balbir. (902, 1561, 1042, 1609)
ad-code: 63372 (864, 336, 890, 347)
ad-code: 72737 (408, 875, 434, 885)
ad-code: 900026 (555, 975, 586, 986)
ad-code: 900026 (555, 797, 586, 808)
classified-ad-text: I hitherto known as RADHA KAPOOR D/o VIJAY KAPOOR and W/o RAJESH KHOSLA Residing at House No. 955-D, Model Town Ext., Ludhiana, District Ludhiana, Punjab-141002, India, have changed my name and shall hereafter be known as SHALU KHOSLA . It is certified that I have complied with other legal requirements in this connection (142, 816, 282, 959)
disclaimer-body: YUGMARG PUBLICATIONS does not take responsibility for the contents (Display/classified) carried in this newspaper. The paper does not endorse the same readers are requested to verify the contents on their own before acting upon (1060, 1679, 1188, 1790)
classified-ad-text: I Sukhraj Singh Ramgarhia S/O Jaswant Singh, R/o Vpo. Sherkhan Wala, Tehsil Ferozepur, (Ferozepur), Have Changed My Name Sukhraj Singh. (750, 1101, 890, 1158)
ad-code: 63372 (104, 1166, 130, 1177)
ad-code: 100066 (251, 172, 282, 182)
classified-ad-text: I Dimpleproet Singh S/O Kamail Singh Dhindsa Village Chaunda Distt Malerkotla Have Changed My Name To Dimpleproet Singh Dhindsa. (598, 60, 738, 117)
classified-ad-text: I, Balbir Singh son of Didar Singh, r/o Village Singhpura, Tehsil Safidon, Distt. Jind have changed my name from Balbir Singh Virk to Balbir Singh. Balbir Singh Virk entered in old Passport No.U615273 be corrected as Balbir Singh. (142, 402, 282, 497)
